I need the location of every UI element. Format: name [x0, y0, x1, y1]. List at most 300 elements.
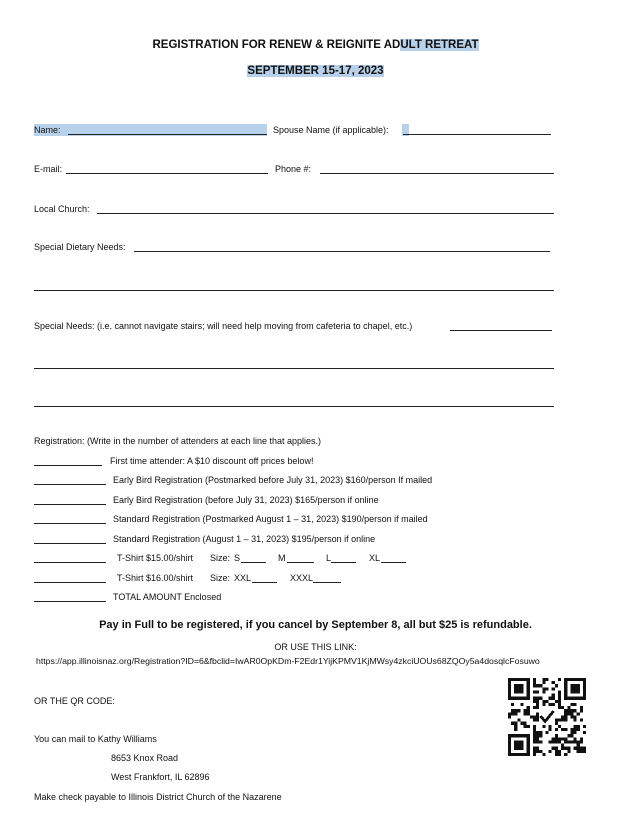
qr-module: [539, 750, 542, 753]
qr-module: [583, 750, 586, 753]
qr-module: [583, 694, 586, 697]
qr-module: [517, 734, 520, 737]
qr-module: [511, 697, 514, 700]
qr-module: [508, 747, 511, 750]
qr-module: [536, 712, 539, 715]
name-label: Name:: [34, 125, 61, 135]
special-needs-field-extra-2[interactable]: [34, 406, 554, 407]
qr-module: [552, 703, 555, 706]
qr-module: [561, 747, 564, 750]
qr-module: [545, 687, 548, 690]
qr-module: [527, 684, 530, 687]
qr-module: [508, 737, 511, 740]
qr-module: [542, 700, 545, 703]
qr-module: [517, 740, 520, 743]
qr-module: [527, 750, 530, 753]
qr-module: [570, 712, 573, 715]
qr-module: [542, 681, 545, 684]
qr-module: [508, 687, 511, 690]
qr-module: [574, 703, 577, 706]
qr-module: [577, 728, 580, 731]
dietary-label: Special Dietary Needs:: [34, 242, 126, 252]
qr-module: [533, 725, 536, 728]
qr-module: [574, 731, 577, 734]
qr-module: [558, 703, 561, 706]
qr-module: [533, 753, 536, 756]
qr-module: [542, 690, 545, 693]
qr-module: [570, 697, 573, 700]
tshirt2-size-xxl-field[interactable]: [252, 582, 277, 583]
qr-module: [574, 719, 577, 722]
qr-module: [527, 744, 530, 747]
qr-module: [580, 719, 583, 722]
tshirt2-size-xxl: XXL: [234, 573, 252, 583]
qr-module: [511, 712, 514, 715]
qr-module: [514, 734, 517, 737]
email-label: E-mail:: [34, 164, 63, 174]
qr-module: [580, 709, 583, 712]
qr-module: [517, 690, 520, 693]
qr-module: [549, 740, 552, 743]
tshirt1-size-s-field[interactable]: [241, 562, 266, 563]
qr-module: [574, 715, 577, 718]
form-title: [0, 38, 631, 52]
qr-module: [533, 706, 536, 709]
early-bird-online-option: Early Bird Registration (before July 31, 2023) $165/person if online: [113, 495, 379, 505]
qr-module: [567, 678, 570, 681]
tshirt1-size-l: L: [326, 553, 332, 563]
qr-module: [574, 684, 577, 687]
event-dates: [0, 64, 631, 78]
qr-module: [549, 725, 552, 728]
qr-module: [536, 731, 539, 734]
qr-module: [567, 697, 570, 700]
qr-module: [561, 715, 564, 718]
qr-code-image[interactable]: [508, 678, 586, 756]
qr-module: [555, 719, 558, 722]
qr-module: [527, 690, 530, 693]
qr-module: [536, 737, 539, 740]
qr-module: [555, 684, 558, 687]
standard-online-option: Standard Registration (August 1 – 31, 2023) $195/person if online: [113, 534, 376, 544]
qr-module: [517, 744, 520, 747]
qr-module: [558, 700, 561, 703]
qr-module: [533, 737, 536, 740]
qr-module: [549, 728, 552, 731]
title-text: REGISTRATION FOR RENEW & REIGNITE AD: [152, 39, 401, 51]
tshirt1-label: T-Shirt $15.00/shirt: [117, 553, 194, 563]
qr-module: [558, 690, 561, 693]
qr-module: [520, 744, 523, 747]
qr-module: [555, 740, 558, 743]
qr-module: [570, 678, 573, 681]
qr-module: [514, 728, 517, 731]
qr-module: [524, 678, 527, 681]
qr-module: [564, 694, 567, 697]
qr-module: [555, 750, 558, 753]
qr-module: [580, 678, 583, 681]
name-field[interactable]: [68, 134, 267, 135]
qr-module: [514, 753, 517, 756]
special-needs-field[interactable]: [450, 330, 552, 331]
qr-module: [574, 737, 577, 740]
qr-module: [520, 747, 523, 750]
qr-module: [545, 678, 548, 681]
qr-module: [520, 678, 523, 681]
qr-module: [514, 678, 517, 681]
qr-module: [567, 750, 570, 753]
qr-module: [536, 734, 539, 737]
qr-module: [517, 719, 520, 722]
qr-module: [564, 737, 567, 740]
qr-module: [508, 690, 511, 693]
qr-module: [580, 747, 583, 750]
qr-module: [536, 697, 539, 700]
qr-module: [539, 731, 542, 734]
early-bird-online-count-field[interactable]: [34, 504, 106, 505]
qr-module: [527, 725, 530, 728]
qr-module: [574, 687, 577, 690]
qr-module: [508, 734, 511, 737]
qr-module: [561, 728, 564, 731]
tshirt1-size-xl: XL: [369, 553, 381, 563]
qr-module: [533, 728, 536, 731]
tshirt1-size-xl-field[interactable]: [381, 562, 406, 563]
qr-module: [520, 722, 523, 725]
qr-module: [567, 747, 570, 750]
qr-module: [533, 684, 536, 687]
qr-module: [517, 697, 520, 700]
qr-module: [539, 740, 542, 743]
qr-module: [520, 734, 523, 737]
qr-module: [580, 740, 583, 743]
qr-module: [533, 700, 536, 703]
qr-module: [583, 690, 586, 693]
qr-module: [517, 687, 520, 690]
standard-mail-option: Standard Registration (Postmarked August 1 – 31, 2023) $190/person if mailed: [113, 514, 428, 524]
qr-module: [514, 725, 517, 728]
qr-module: [508, 684, 511, 687]
email-field[interactable]: [66, 173, 268, 174]
qr-module: [570, 715, 573, 718]
qr-module: [570, 740, 573, 743]
qr-module: [574, 678, 577, 681]
qr-module: [577, 712, 580, 715]
date-highlight: SEPTEMBER 15-17, 2023: [247, 65, 384, 77]
qr-module: [577, 740, 580, 743]
mail-address-line2: West Frankfort, IL 62896: [111, 772, 210, 782]
qr-module: [517, 678, 520, 681]
qr-module: [574, 697, 577, 700]
qr-module: [564, 690, 567, 693]
qr-module: [514, 744, 517, 747]
standard-online-count-field[interactable]: [34, 543, 106, 544]
phone-field[interactable]: [320, 173, 554, 174]
qr-module: [539, 684, 542, 687]
qr-module: [514, 687, 517, 690]
qr-module: [514, 709, 517, 712]
qr-module: [574, 690, 577, 693]
standard-mail-count-field[interactable]: [34, 523, 106, 524]
qr-module: [564, 747, 567, 750]
qr-module: [555, 747, 558, 750]
qr-module: [552, 681, 555, 684]
qr-module: [549, 697, 552, 700]
qr-module: [533, 690, 536, 693]
qr-module: [520, 690, 523, 693]
qr-module: [577, 744, 580, 747]
qr-module: [514, 740, 517, 743]
qr-module: [577, 687, 580, 690]
qr-module: [536, 700, 539, 703]
qr-module: [527, 697, 530, 700]
spouse-label: Spouse Name (if applicable):: [273, 125, 389, 135]
qr-module: [564, 715, 567, 718]
qr-module: [580, 697, 583, 700]
qr-module: [564, 712, 567, 715]
qr-module: [527, 694, 530, 697]
qr-module: [564, 678, 567, 681]
mail-intro: You can mail to Kathy Williams: [34, 734, 157, 744]
qr-module: [555, 753, 558, 756]
dietary-field-extra[interactable]: [34, 290, 554, 291]
qr-module: [524, 697, 527, 700]
qr-module: [524, 753, 527, 756]
qr-label: OR THE QR CODE:: [34, 696, 115, 706]
qr-module: [508, 694, 511, 697]
qr-module: [533, 750, 536, 753]
qr-module: [577, 747, 580, 750]
qr-module: [517, 747, 520, 750]
qr-module: [542, 703, 545, 706]
qr-module: [508, 681, 511, 684]
total-amount-field[interactable]: [34, 601, 106, 602]
qr-module: [527, 734, 530, 737]
qr-module: [574, 709, 577, 712]
qr-module: [552, 747, 555, 750]
qr-module: [524, 709, 527, 712]
qr-module: [561, 744, 564, 747]
qr-module: [508, 740, 511, 743]
qr-module: [583, 678, 586, 681]
qr-module: [533, 678, 536, 681]
qr-module: [514, 712, 517, 715]
qr-module: [552, 697, 555, 700]
qr-module: [539, 734, 542, 737]
qr-module: [533, 740, 536, 743]
qr-module: [570, 690, 573, 693]
qr-module: [583, 684, 586, 687]
qr-module: [555, 722, 558, 725]
qr-module: [536, 690, 539, 693]
phone-label: Phone #:: [275, 164, 312, 174]
qr-module: [567, 740, 570, 743]
qr-module: [570, 703, 573, 706]
qr-module: [542, 725, 545, 728]
qr-module: [564, 753, 567, 756]
qr-module: [508, 712, 511, 715]
qr-module: [570, 734, 573, 737]
qr-module: [567, 734, 570, 737]
qr-module: [577, 690, 580, 693]
qr-module: [564, 687, 567, 690]
special-needs-label: Special Needs: (i.e. cannot navigate stairs; will need help moving from cafeteria to chapel, etc.): [34, 321, 413, 331]
qr-module: [558, 694, 561, 697]
qr-module: [508, 697, 511, 700]
qr-module: [577, 678, 580, 681]
qr-module: [558, 750, 561, 753]
first-time-option: First time attender: A $10 discount off prices below!: [110, 456, 314, 466]
qr-module: [536, 719, 539, 722]
tshirt1-size-l-field[interactable]: [331, 562, 356, 563]
qr-module: [583, 687, 586, 690]
tshirt1-size-m-field[interactable]: [287, 562, 314, 563]
qr-module: [555, 700, 558, 703]
early-bird-mail-count-field[interactable]: [34, 484, 106, 485]
church-label: Local Church:: [34, 204, 90, 214]
tshirt2-size-xxxl: XXXL: [290, 573, 314, 583]
qr-module: [545, 700, 548, 703]
qr-module: [517, 753, 520, 756]
qr-module: [527, 706, 530, 709]
qr-module: [555, 728, 558, 731]
qr-module: [542, 753, 545, 756]
qr-module: [508, 750, 511, 753]
qr-module: [583, 725, 586, 728]
qr-module: [514, 684, 517, 687]
tshirt1-size-label: Size:: [210, 553, 231, 563]
qr-module: [511, 753, 514, 756]
qr-module: [549, 750, 552, 753]
qr-module: [524, 725, 527, 728]
tshirt1-count-field[interactable]: [34, 562, 106, 563]
qr-module: [520, 703, 523, 706]
tshirt2-size-xxxl-field[interactable]: [313, 582, 341, 583]
qr-module: [508, 678, 511, 681]
qr-module: [567, 706, 570, 709]
qr-module: [583, 747, 586, 750]
qr-module: [524, 712, 527, 715]
qr-module: [530, 715, 533, 718]
qr-module: [520, 687, 523, 690]
qr-module: [542, 687, 545, 690]
registration-link[interactable]: https://app.illinoisnaz.org/Registration?ID=6&fbclid=IwAR0OpKDm-F2Edr1YijKPMV1KjMWsy4zkciUOUs68ZQOy5a4dosqlcFosuwo: [36, 656, 540, 666]
qr-module: [542, 678, 545, 681]
qr-module: [552, 737, 555, 740]
qr-module: [564, 728, 567, 731]
qr-module: [577, 750, 580, 753]
qr-module: [580, 750, 583, 753]
qr-module: [536, 684, 539, 687]
qr-module: [514, 747, 517, 750]
pay-notice: Pay in Full to be registered, if you cancel by September 8, all but $25 is refundable.: [99, 619, 532, 631]
qr-module: [564, 719, 567, 722]
qr-module: [583, 697, 586, 700]
qr-module: [511, 678, 514, 681]
tshirt1-size-s: S: [234, 553, 241, 563]
tshirt1-size-m: M: [278, 553, 286, 563]
qr-module: [527, 681, 530, 684]
qr-module: [536, 706, 539, 709]
qr-module: [517, 709, 520, 712]
qr-module: [527, 687, 530, 690]
qr-module: [561, 719, 564, 722]
qr-module: [567, 709, 570, 712]
qr-module: [527, 712, 530, 715]
first-time-count-field[interactable]: [34, 465, 102, 466]
qr-module: [545, 731, 548, 734]
registration-intro: Registration: (Write in the number of attenders at each line that applies.): [34, 436, 321, 446]
church-field[interactable]: [97, 213, 554, 214]
qr-module: [570, 709, 573, 712]
qr-module: [508, 744, 511, 747]
qr-module: [558, 737, 561, 740]
qr-module: [574, 747, 577, 750]
qr-module: [564, 740, 567, 743]
qr-module: [524, 722, 527, 725]
qr-module: [561, 706, 564, 709]
qr-module: [577, 697, 580, 700]
qr-module: [577, 725, 580, 728]
payable-note: Make check payable to Illinois District Church of the Nazarene: [34, 792, 282, 802]
qr-module: [567, 712, 570, 715]
qr-module: [520, 753, 523, 756]
mail-address-line1: 8653 Knox Road: [111, 753, 179, 763]
qr-module: [533, 715, 536, 718]
qr-module: [574, 728, 577, 731]
qr-module: [561, 737, 564, 740]
qr-module: [564, 709, 567, 712]
qr-module: [511, 734, 514, 737]
qr-module: [514, 690, 517, 693]
title-highlight: ULT RETREAT: [400, 39, 479, 51]
qr-module: [527, 740, 530, 743]
qr-module: [527, 737, 530, 740]
qr-module: [558, 719, 561, 722]
qr-module: [539, 697, 542, 700]
qr-module: [570, 684, 573, 687]
qr-module: [524, 734, 527, 737]
dietary-field[interactable]: [134, 251, 550, 252]
qr-module: [508, 753, 511, 756]
qr-module: [527, 678, 530, 681]
qr-module: [536, 747, 539, 750]
early-bird-mail-option: Early Bird Registration (Postmarked before July 31, 2023) $160/person If mailed: [113, 475, 433, 485]
qr-module: [570, 687, 573, 690]
qr-module: [570, 731, 573, 734]
qr-module: [533, 734, 536, 737]
qr-module: [558, 725, 561, 728]
qr-module: [574, 725, 577, 728]
qr-module: [564, 684, 567, 687]
tshirt2-size-label: Size:: [210, 573, 231, 583]
qr-module: [511, 703, 514, 706]
qr-module: [558, 753, 561, 756]
qr-module: [536, 703, 539, 706]
qr-module: [517, 684, 520, 687]
qr-module: [533, 719, 536, 722]
qr-module: [564, 681, 567, 684]
spouse-field[interactable]: [403, 134, 551, 135]
qr-module: [564, 697, 567, 700]
qr-module: [536, 740, 539, 743]
tshirt2-count-field[interactable]: [34, 582, 106, 583]
qr-module: [549, 703, 552, 706]
special-needs-field-extra-1[interactable]: [34, 368, 554, 369]
qr-module: [514, 697, 517, 700]
qr-module: [511, 722, 514, 725]
qr-module: [570, 728, 573, 731]
